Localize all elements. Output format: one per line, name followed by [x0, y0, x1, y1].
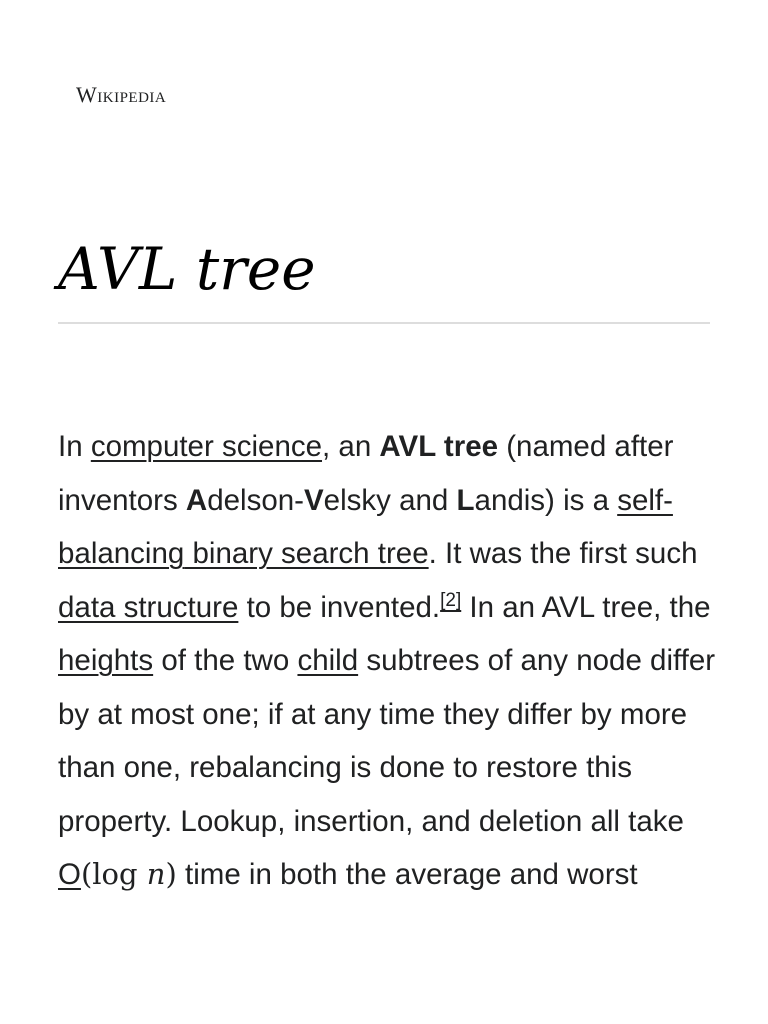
math-complexity — [81, 857, 177, 891]
page-title: AVL tree — [58, 235, 316, 303]
bold-initial-a: A — [185, 483, 208, 517]
lead-paragraph — [58, 420, 718, 902]
bold-initial-v: V — [303, 483, 324, 517]
link-heights[interactable]: heights — [58, 644, 154, 677]
text-segment: . It was the first such — [428, 537, 698, 570]
link-binary-search-tree[interactable]: binary search tree — [192, 537, 429, 570]
citation-ref-2[interactable] — [440, 590, 461, 611]
bold-term-avl-tree: AVL tree — [379, 430, 499, 463]
bold-initial-l: L — [456, 483, 475, 517]
text-segment: delson- — [207, 483, 304, 517]
citation-link-2[interactable]: [2] — [440, 589, 462, 611]
link-self-balancing[interactable]: self-balancing — [58, 483, 673, 570]
text-segment: to be invented. — [238, 590, 441, 624]
text-segment: subtrees of any node differ by at most one; if at any time they differ by more than one, rebalancing is done to restore this property. Lookup, insertion, and deletion all take — [58, 644, 716, 838]
text-segment: , an — [322, 430, 380, 463]
text-segment: In — [58, 430, 91, 463]
link-child[interactable]: child — [297, 644, 359, 677]
text-segment: In an AVL tree, the — [461, 590, 711, 624]
link-computer-science[interactable]: computer science — [90, 430, 323, 463]
link-big-o-notation[interactable]: O — [58, 858, 81, 891]
math-open: (log — [80, 857, 147, 891]
text-segment: (named after inventors — [58, 430, 674, 517]
text-segment: time in both the average and worst — [176, 858, 638, 891]
math-close: ) — [165, 857, 177, 891]
title-divider — [58, 322, 710, 324]
text-segment: of the two — [153, 644, 298, 677]
math-variable-n: n — [146, 857, 166, 891]
text-segment: andis) is a — [474, 483, 618, 517]
link-space[interactable] — [184, 537, 192, 570]
link-data-structure[interactable]: data structure — [58, 590, 239, 624]
text-segment: elsky and — [323, 483, 457, 517]
wikipedia-wordmark-logo[interactable]: Wikipedia — [76, 82, 167, 107]
